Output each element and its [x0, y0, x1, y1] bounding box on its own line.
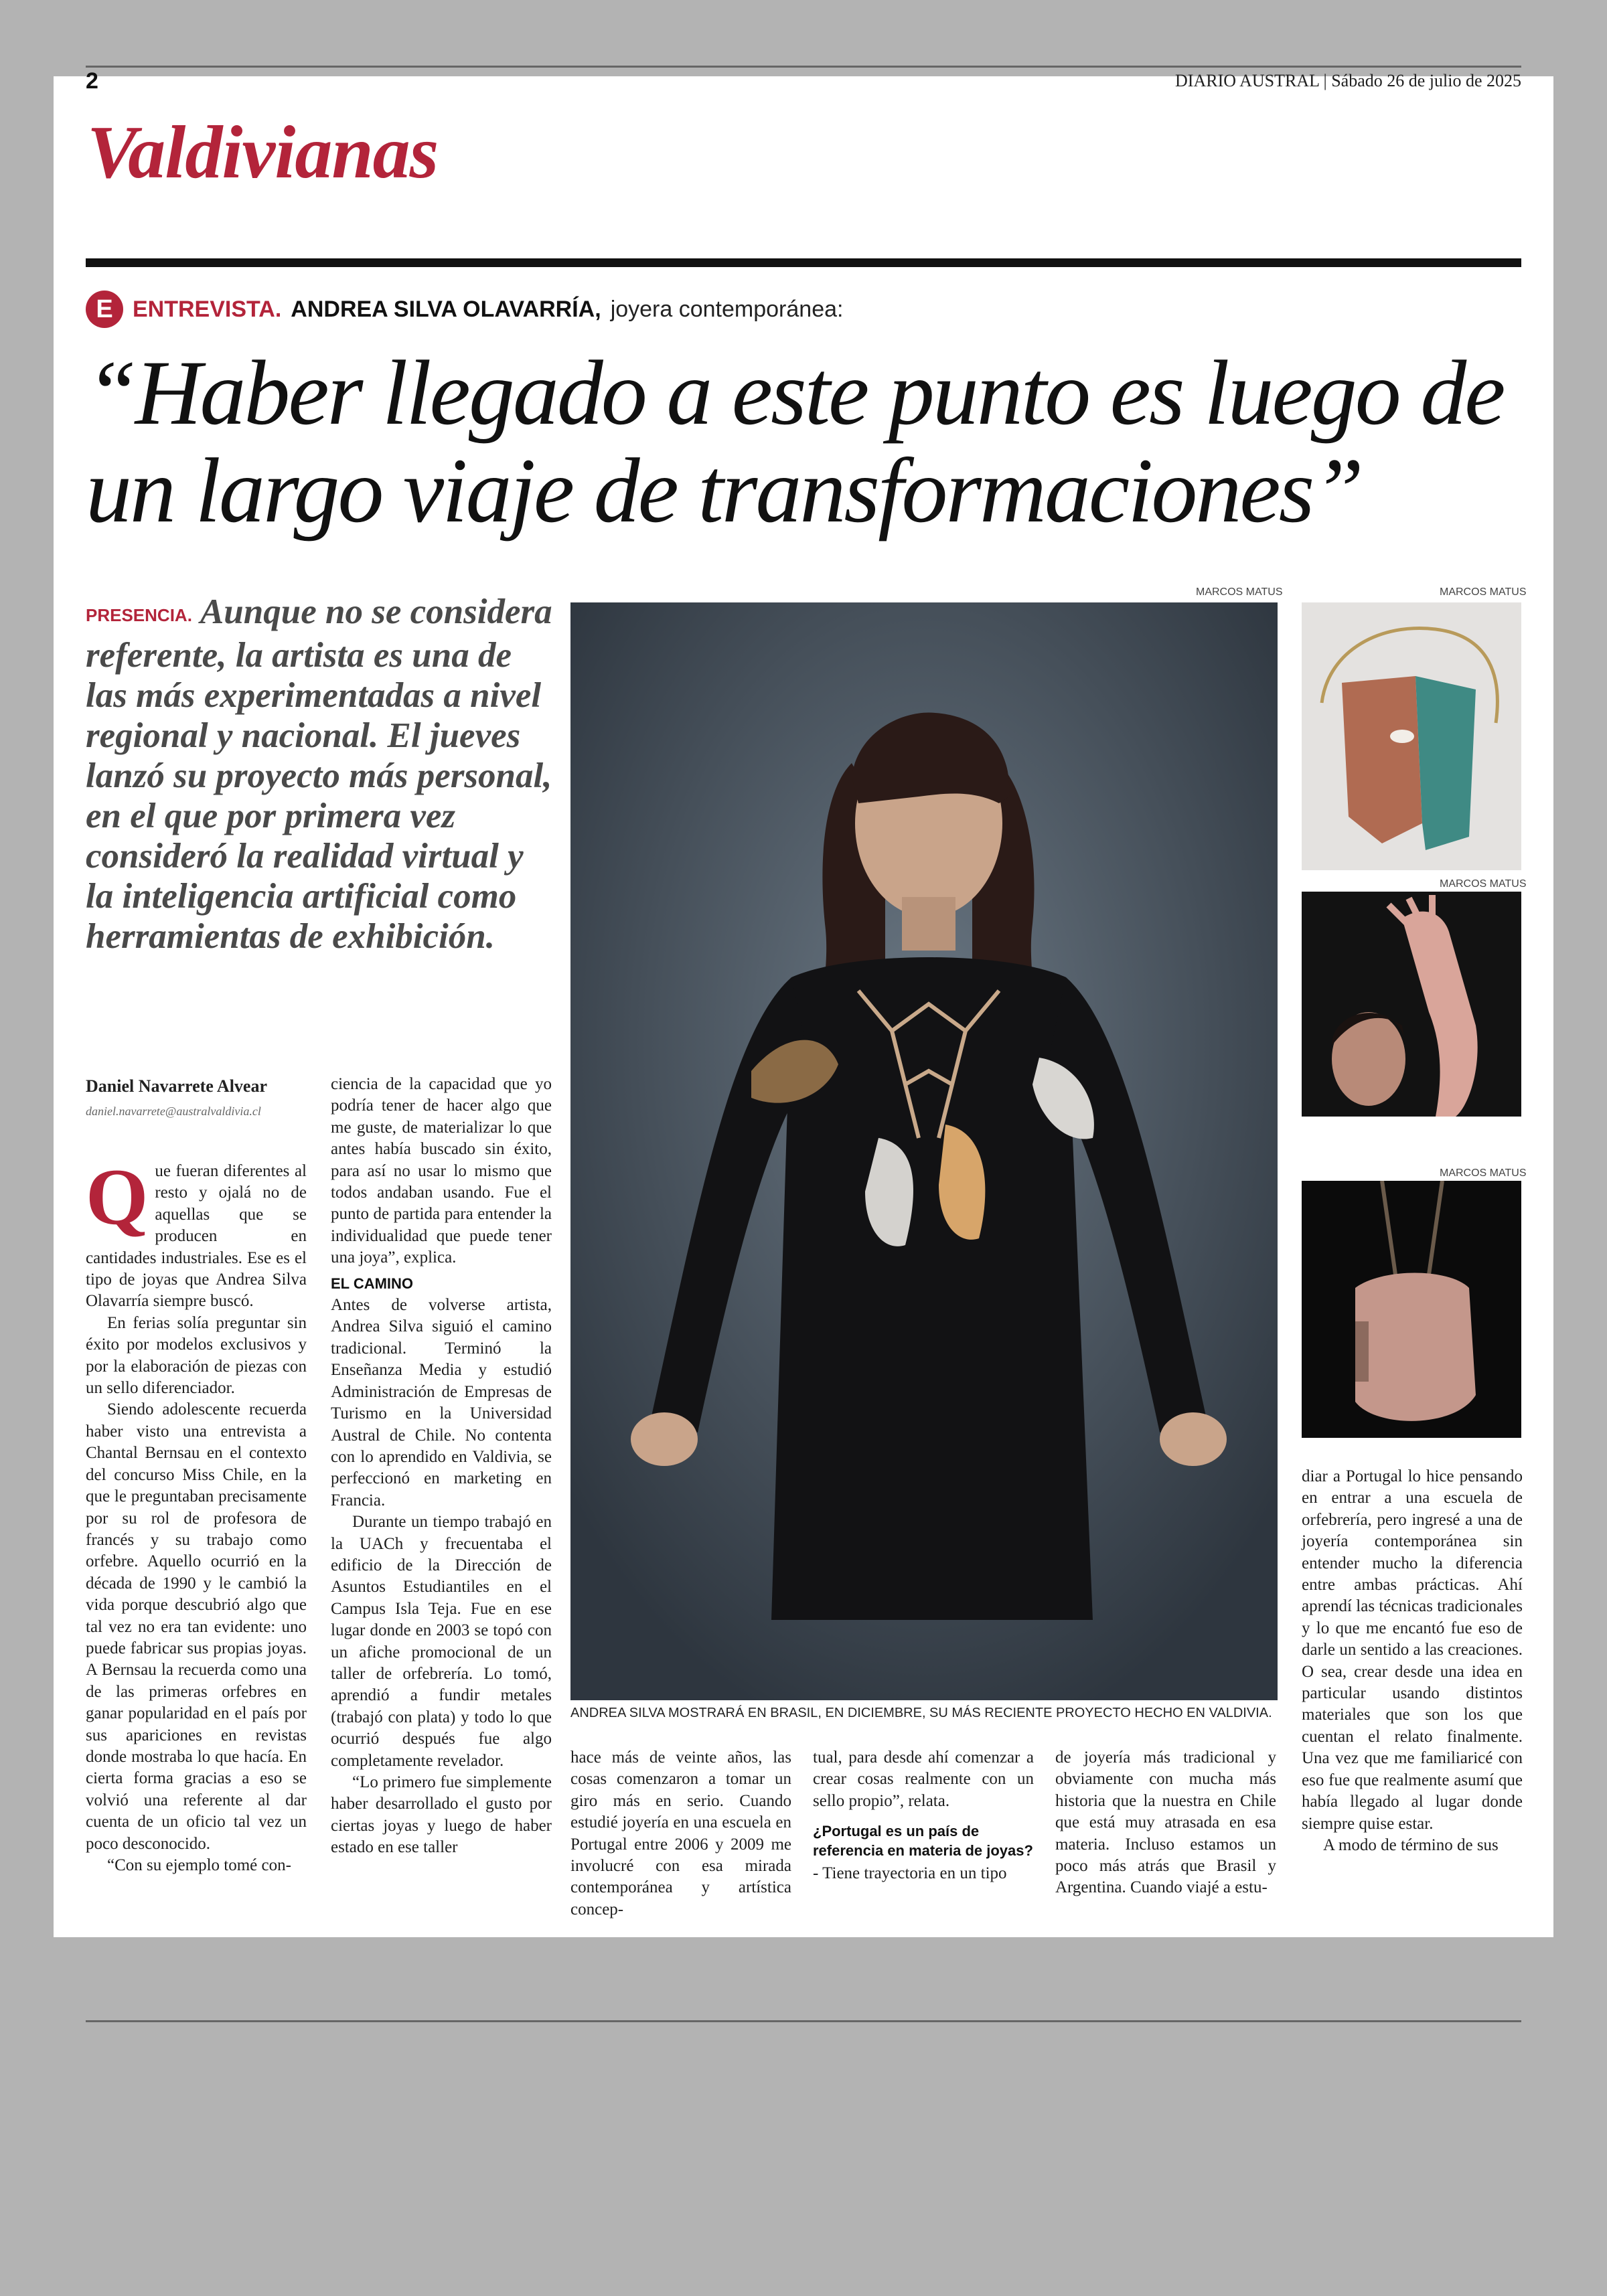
- paragraph: diar a Portugal lo hice pensando en entrar a una escuela de orfebrería, pero ingresé a una de joyería contemporánea sin entender mucho la diferencia entre ambas prácticas. Ahí aprendí las técnicas tradicionales y lo que me encantó fue eso de darle un sentido a las creaciones. O sea, crear desde una idea en particular usando distintos materiales que son los que cuentan el relato finalmente. Una vez que me familiaricé con eso fue que realmente asumí que había llegado al lugar donde siempre quise estar.: [1302, 1467, 1523, 1833]
- side-photo-1-credit: MARCOS MATUS: [1440, 586, 1527, 598]
- paragraph: “Lo primero fue simplemente haber desarrollado el gusto por ciertas joyas y luego de haber estado en ese taller: [331, 1773, 552, 1857]
- paragraph: Antes de volverse artista, Andrea Silva siguió el camino tradicional. Terminó la Enseñanza Media y estudió Administración de Empresas de Turismo en la Universidad Austral de Chile. No contenta con lo aprendido en Valdivia, se perfeccionó en marketing en Francia.: [331, 1296, 552, 1509]
- torso-sculpture-photo: [1302, 1181, 1521, 1438]
- raised-arm-photo: [1302, 892, 1521, 1117]
- paragraph: - Tiene trayectoria en un tipo: [813, 1864, 1007, 1883]
- side-photo-2-credit: MARCOS MATUS: [1440, 878, 1527, 890]
- mask-sculpture-photo: [1302, 602, 1521, 870]
- kicker-role: joyera contemporánea:: [610, 296, 844, 322]
- kicker-name: ANDREA SILVA OLAVARRÍA,: [291, 296, 601, 322]
- interview-question: ¿Portugal es un país de referencia en materia de joyas?: [813, 1823, 1033, 1860]
- body-column-2: [331, 1074, 552, 1859]
- paragraph: ciencia de la capacidad que yo podría tener de hacer algo que me guste, de materializar lo que antes había buscado sin éxito, para así no usar lo mismo que todos andaban usando. Fue el punto de partida para entender la individualidad que puede tener una joya”, explica.: [331, 1075, 552, 1267]
- deck-text: Aunque no se considera referente, la artista es una de las más experimentadas a nivel regional y nacional. El jueves lanzó su proyecto más personal, en el que por primera vez consideró la realidad virtual y la inteligencia artificial como herramientas de exhibición.: [86, 592, 552, 956]
- top-rule: [86, 66, 1521, 68]
- masthead: DIARIO AUSTRAL | Sábado 26 de julio de 2025: [1175, 71, 1521, 90]
- body-column-1: [86, 1152, 307, 1876]
- headline: “Haber llegado a este punto es luego de un largo viaje de transformaciones”: [86, 341, 1504, 542]
- main-portrait-photo: [570, 602, 1278, 1700]
- side-photo-3-credit: MARCOS MATUS: [1440, 1167, 1527, 1179]
- body-column-4: [813, 1747, 1034, 1885]
- paragraph: Siendo adolescente recuerda haber visto una entrevista a Chantal Bernsau en el contexto del concurso Miss Chile, en la que le preguntaban precisamente por su rol de profesora de francés y su trabajo como orfebre. Aquello ocurrió en la década de 1990 y le cambió la vida porque descubrió algo que tal vez no era tan evidente: uno puede fabricar sus propias joyas. A Bernsau la recuerda como una de las primeras orfebres en ganar popularidad en el país por sus apariciones en revistas donde mostraba lo que hacía. En cierta forma gracias a eso se volvió una referente al dar cuenta de un oficio tal vez un poco desconocido.: [86, 1400, 307, 1853]
- paragraph: de joyería más tradicional y obviamente con mucha más historia que la nuestra en Chile que está muy atrasada en esa materia. Incluso estamos un poco más atrás que Brasil y Argentina. Cuando viajé a estu-: [1055, 1748, 1276, 1897]
- body-column-6: [1302, 1466, 1523, 1856]
- paragraph: A modo de término de sus: [1323, 1835, 1499, 1854]
- paragraph: hace más de veinte años, las cosas comenzaron a tomar un giro más en serio. Cuando estudié joyería en una escuela en Portugal entre 2006 y 2009 me involucré con esa mirada contemporánea y artística concep-: [570, 1748, 791, 1918]
- paragraph: Que fueran diferentes al resto y ojalá no de aquellas que se producen en cantidades industriales. Ese es el tipo de joyas que Andrea Silva Olavarría siempre buscó.: [86, 1152, 307, 1311]
- bottom-rule: [86, 2020, 1521, 2022]
- main-photo-caption: ANDREA SILVA MOSTRARÁ EN BRASIL, EN DICIEMBRE, SU MÁS RECIENTE PROYECTO HECHO EN VALDIVIA.: [570, 1706, 1272, 1720]
- body-column-5: [1055, 1747, 1276, 1899]
- kicker-type: ENTREVISTA.: [133, 296, 282, 322]
- page-number: 2: [86, 68, 98, 94]
- paragraph: Durante un tiempo trabajó en la UACh y frecuentaba el edificio de la Dirección de Asuntos Estudiantiles en el Campus Isla Teja. Fue en ese lugar donde en 2003 se topó con un afiche promocional de un taller de orfebrería. Lo tomó, aprendió a fundir metales (trabajó con plata) y todo lo que ocurrió después fue algo completamente revelador.: [331, 1513, 552, 1770]
- main-photo-credit: MARCOS MATUS: [1196, 586, 1283, 598]
- deck-label: PRESENCIA.: [86, 604, 192, 625]
- deck: [86, 592, 554, 957]
- section-title: Valdivianas: [87, 111, 439, 194]
- section-divider: [86, 258, 1521, 267]
- drop-cap: Q: [86, 1152, 149, 1241]
- subheading: EL CAMINO: [331, 1275, 414, 1292]
- interview-badge: E: [86, 291, 123, 328]
- byline-email: daniel.navarrete@australvaldivia.cl: [86, 1104, 261, 1118]
- paragraph: En ferias solía preguntar sin éxito por modelos exclusivos y por la elaboración de piezas con un sello diferenciador.: [86, 1313, 307, 1398]
- body-column-3: [570, 1747, 791, 1920]
- newspaper-page: [54, 68, 1553, 1937]
- paragraph: “Con su ejemplo tomé con-: [107, 1856, 291, 1874]
- kicker: [86, 289, 843, 329]
- byline-author: Daniel Navarrete Alvear: [86, 1076, 267, 1096]
- paragraph: tual, para desde ahí comenzar a crear cosas realmente con un sello propio”, relata.: [813, 1748, 1034, 1810]
